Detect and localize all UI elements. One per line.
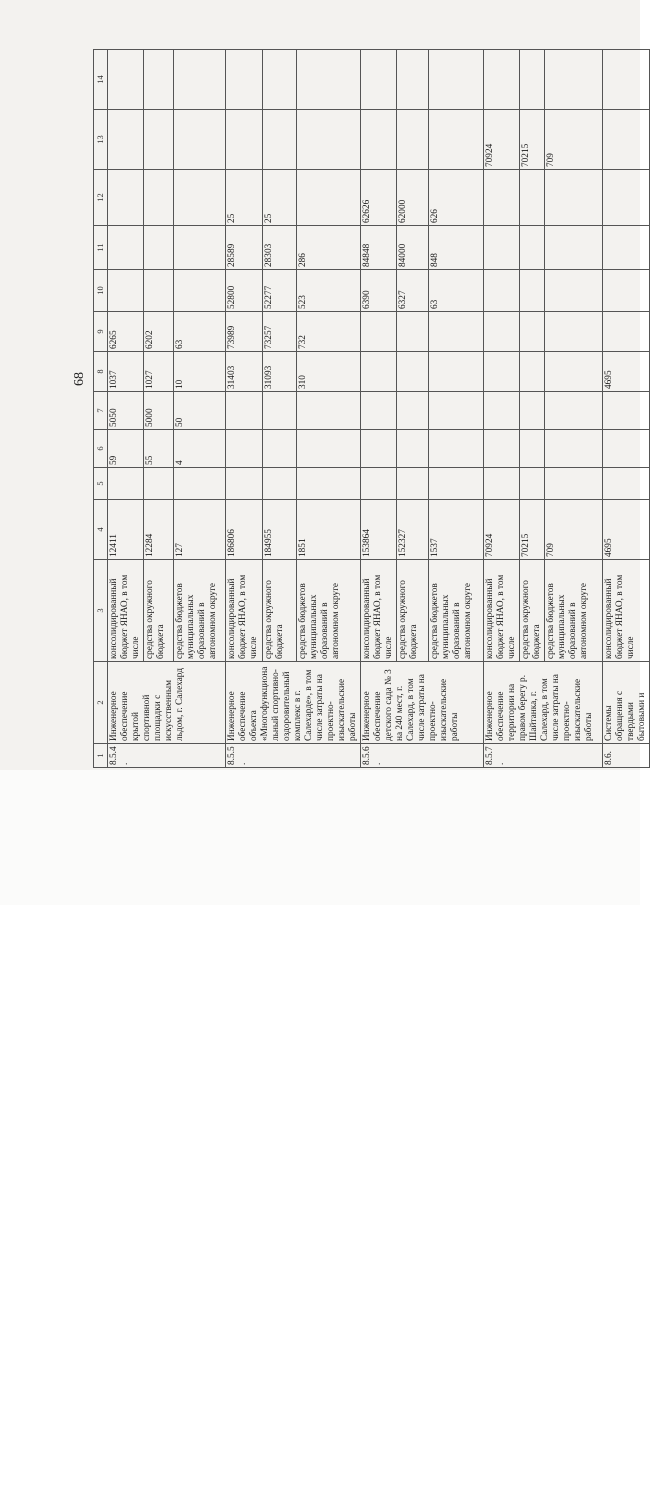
cell-12 (174, 170, 226, 226)
cell-total: 1851 (297, 500, 361, 560)
cell-7 (520, 392, 545, 430)
cell-7 (361, 392, 397, 430)
cell-13 (297, 110, 361, 170)
cell-5 (484, 468, 520, 500)
item-number: 8.6. (603, 744, 650, 768)
cell-10 (520, 270, 545, 312)
cell-7 (263, 392, 297, 430)
cell-10 (484, 270, 520, 312)
cell-8 (429, 352, 484, 392)
cell-13 (144, 110, 174, 170)
funding-source: средства бюджетов муниципальных образований в автономном округе (545, 560, 603, 662)
col-header: 5 (94, 468, 108, 500)
cell-11 (144, 226, 174, 270)
cell-11: 848 (429, 226, 484, 270)
cell-9 (603, 312, 650, 352)
cell-6 (603, 430, 650, 468)
cell-12: 25 (263, 170, 297, 226)
item-name: Инженерное обеспечение крытой спортивной площадки с искусственным льдом, г. Салехард (108, 662, 226, 744)
cell-14 (520, 50, 545, 110)
cell-13: 70924 (484, 110, 520, 170)
cell-13 (603, 110, 650, 170)
cell-total: 709 (545, 500, 603, 560)
col-header: 14 (94, 50, 108, 110)
cell-12 (520, 170, 545, 226)
cell-total: 186806 (226, 500, 263, 560)
cell-10: 523 (297, 270, 361, 312)
cell-7 (226, 392, 263, 430)
cell-14 (429, 50, 484, 110)
table-row (144, 50, 174, 768)
table-row (545, 50, 603, 768)
cell-5 (144, 468, 174, 500)
cell-11 (545, 226, 603, 270)
cell-8: 10 (174, 352, 226, 392)
cell-12: 62000 (397, 170, 429, 226)
cell-11 (603, 226, 650, 270)
item-name: Инженерное обеспечение детского сада № 3 на 240 мест, г. Салехард, в том числе затраты на проектно-изыскательские работы (361, 662, 484, 744)
cell-8 (520, 352, 545, 392)
cell-14 (484, 50, 520, 110)
cell-14 (174, 50, 226, 110)
table-row (484, 50, 520, 768)
cell-14 (144, 50, 174, 110)
cell-9: 6202 (144, 312, 174, 352)
cell-11 (108, 226, 144, 270)
cell-8 (484, 352, 520, 392)
cell-8 (397, 352, 429, 392)
cell-14 (397, 50, 429, 110)
cell-8: 31093 (263, 352, 297, 392)
cell-total: 70215 (520, 500, 545, 560)
cell-10 (144, 270, 174, 312)
table-row (429, 50, 484, 768)
cell-13 (108, 110, 144, 170)
cell-12 (545, 170, 603, 226)
col-header: 13 (94, 110, 108, 170)
cell-5 (263, 468, 297, 500)
cell-total: 12284 (144, 500, 174, 560)
cell-total: 184955 (263, 500, 297, 560)
cell-8: 1027 (144, 352, 174, 392)
cell-12 (297, 170, 361, 226)
item-number: 8.5.4. (108, 744, 226, 768)
cell-13: 709 (545, 110, 603, 170)
cell-8 (545, 352, 603, 392)
cell-11 (174, 226, 226, 270)
cell-8: 31403 (226, 352, 263, 392)
cell-10 (174, 270, 226, 312)
cell-total: 1537 (429, 500, 484, 560)
cell-9 (484, 312, 520, 352)
col-header: 8 (94, 352, 108, 392)
col-header: 1 (94, 744, 108, 768)
item-name: Системы обращения с твердыми бытовыми и (603, 662, 650, 744)
cell-13 (429, 110, 484, 170)
cell-14 (226, 50, 263, 110)
cell-7 (429, 392, 484, 430)
cell-5 (297, 468, 361, 500)
cell-total: 153864 (361, 500, 397, 560)
cell-6 (484, 430, 520, 468)
cell-5 (361, 468, 397, 500)
cell-11: 84848 (361, 226, 397, 270)
funding-source: средства бюджетов муниципальных образований в автономном округе (297, 560, 361, 662)
cell-6 (397, 430, 429, 468)
cell-total: 70924 (484, 500, 520, 560)
cell-12: 62626 (361, 170, 397, 226)
cell-13 (174, 110, 226, 170)
cell-12: 626 (429, 170, 484, 226)
cell-7: 50 (174, 392, 226, 430)
cell-12 (108, 170, 144, 226)
cell-11 (484, 226, 520, 270)
cell-11: 28589 (226, 226, 263, 270)
cell-9: 63 (174, 312, 226, 352)
table-row (263, 50, 297, 768)
item-name: Инженерное обеспечение объекта «Многофункциональный спортивно-оздоровительный комплекс в г. Салехарде», в том числе затраты на проектно-изыскательские работы (226, 662, 361, 744)
cell-11 (520, 226, 545, 270)
item-number: 8.5.7. (484, 744, 603, 768)
cell-6: 4 (174, 430, 226, 468)
cell-5 (397, 468, 429, 500)
cell-total: 152327 (397, 500, 429, 560)
cell-total: 127 (174, 500, 226, 560)
cell-7: 5000 (144, 392, 174, 430)
cell-total: 12411 (108, 500, 144, 560)
col-header: 6 (94, 430, 108, 468)
cell-5 (603, 468, 650, 500)
cell-13: 70215 (520, 110, 545, 170)
cell-6 (297, 430, 361, 468)
cell-13 (397, 110, 429, 170)
cell-7 (397, 392, 429, 430)
cell-10: 6327 (397, 270, 429, 312)
cell-9 (545, 312, 603, 352)
funding-source: средства бюджетов муниципальных образований в автономном округе (429, 560, 484, 662)
cell-7 (484, 392, 520, 430)
cell-6: 55 (144, 430, 174, 468)
cell-9: 73989 (226, 312, 263, 352)
funding-source: средства окружного бюджета (520, 560, 545, 662)
page-number: 68 (72, 372, 87, 386)
item-number: 8.5.6. (361, 744, 484, 768)
cell-12: 25 (226, 170, 263, 226)
budget-table (93, 49, 650, 768)
cell-10: 52277 (263, 270, 297, 312)
cell-12 (144, 170, 174, 226)
funding-source: консолидированный бюджет ЯНАО, в том числе (361, 560, 397, 662)
table-row (226, 50, 263, 768)
funding-source: консолидированный бюджет ЯНАО, в том числе (226, 560, 263, 662)
table-row (520, 50, 545, 768)
funding-source: средства окружного бюджета (397, 560, 429, 662)
col-header: 9 (94, 312, 108, 352)
cell-14 (545, 50, 603, 110)
cell-11: 286 (297, 226, 361, 270)
cell-10: 52800 (226, 270, 263, 312)
funding-source: средства бюджетов муниципальных образований в автономном округе (174, 560, 226, 662)
item-number: 8.5.5. (226, 744, 361, 768)
cell-6 (361, 430, 397, 468)
cell-8 (361, 352, 397, 392)
cell-5 (429, 468, 484, 500)
cell-14 (297, 50, 361, 110)
cell-5 (226, 468, 263, 500)
cell-14 (263, 50, 297, 110)
cell-13 (361, 110, 397, 170)
cell-13 (226, 110, 263, 170)
rotated-table-page (93, 50, 647, 768)
cell-6 (520, 430, 545, 468)
col-header: 11 (94, 226, 108, 270)
cell-6 (226, 430, 263, 468)
cell-5 (520, 468, 545, 500)
funding-source: средства окружного бюджета (144, 560, 174, 662)
cell-9 (429, 312, 484, 352)
cell-8: 310 (297, 352, 361, 392)
cell-14 (108, 50, 144, 110)
cell-11: 84000 (397, 226, 429, 270)
cell-5 (108, 468, 144, 500)
table-row (108, 50, 144, 768)
table-row (397, 50, 429, 768)
cell-6 (429, 430, 484, 468)
col-header: 2 (94, 662, 108, 744)
cell-12 (484, 170, 520, 226)
cell-6 (263, 430, 297, 468)
funding-source: консолидированный бюджет ЯНАО, в том числе (484, 560, 520, 662)
cell-10: 63 (429, 270, 484, 312)
cell-10 (108, 270, 144, 312)
cell-12 (603, 170, 650, 226)
cell-total: 4695 (603, 500, 650, 560)
col-header: 10 (94, 270, 108, 312)
header-row (94, 50, 108, 768)
cell-5 (545, 468, 603, 500)
cell-9: 6265 (108, 312, 144, 352)
cell-6 (545, 430, 603, 468)
cell-10: 6390 (361, 270, 397, 312)
cell-11: 28303 (263, 226, 297, 270)
funding-source: консолидированный бюджет ЯНАО, в том числе (108, 560, 144, 662)
funding-source: средства окружного бюджета (263, 560, 297, 662)
col-header: 3 (94, 560, 108, 662)
cell-7: 5050 (108, 392, 144, 430)
cell-5 (174, 468, 226, 500)
cell-9: 732 (297, 312, 361, 352)
cell-10 (545, 270, 603, 312)
cell-8: 1037 (108, 352, 144, 392)
cell-7 (603, 392, 650, 430)
col-header: 12 (94, 170, 108, 226)
cell-14 (361, 50, 397, 110)
cell-13 (263, 110, 297, 170)
table-row (603, 50, 650, 768)
table-row (174, 50, 226, 768)
cell-6: 59 (108, 430, 144, 468)
cell-9 (520, 312, 545, 352)
item-name: Инженерное обеспечение территории на правом берегу р. Шайтанка, г. Салехард, в том числе затраты на проектно-изыскательские работы (484, 662, 603, 744)
cell-7 (297, 392, 361, 430)
cell-7 (545, 392, 603, 430)
cell-8: 4695 (603, 352, 650, 392)
cell-10 (603, 270, 650, 312)
cell-9: 73257 (263, 312, 297, 352)
table-row (361, 50, 397, 768)
table-row (297, 50, 361, 768)
col-header: 4 (94, 500, 108, 560)
funding-source: консолидированный бюджет ЯНАО, в том числе (603, 560, 650, 662)
cell-9 (397, 312, 429, 352)
cell-9 (361, 312, 397, 352)
cell-14 (603, 50, 650, 110)
col-header: 7 (94, 392, 108, 430)
page-margin (0, 770, 640, 905)
